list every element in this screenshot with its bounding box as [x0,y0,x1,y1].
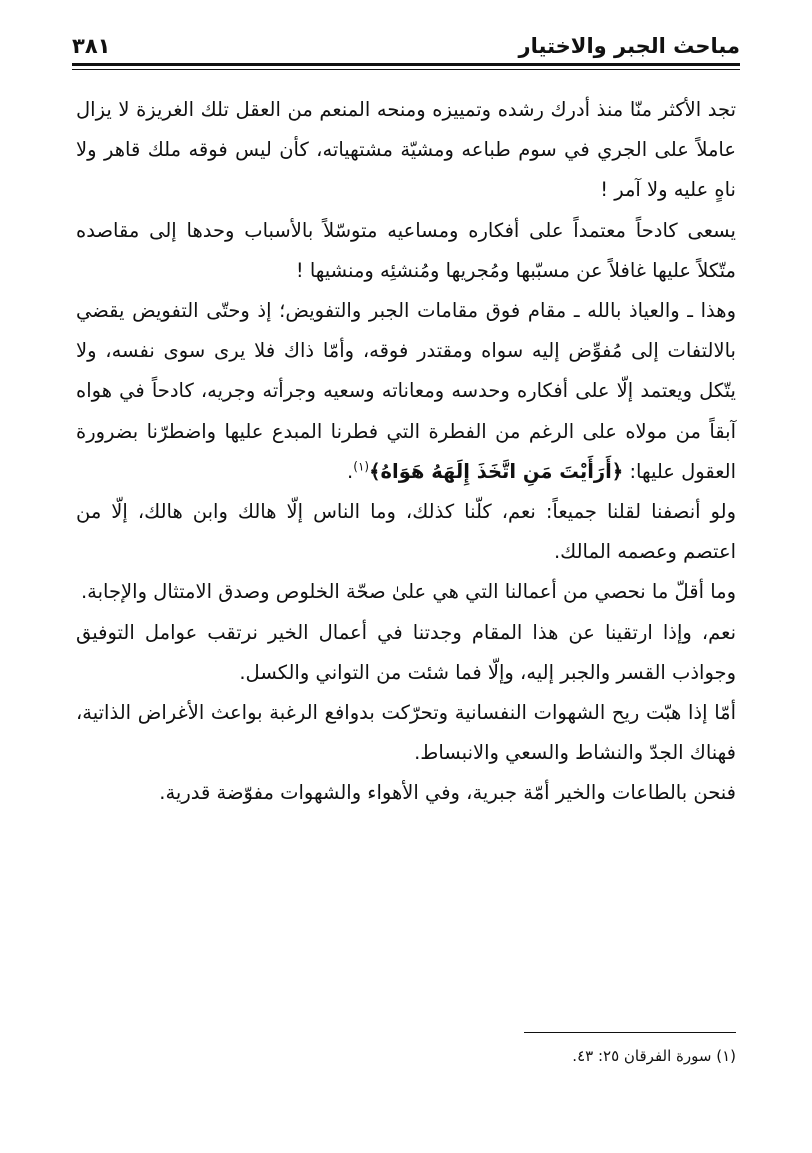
paragraph-end: . [347,459,354,483]
footnote-marker: (١) [353,459,370,474]
paragraph: ولو أنصفنا لقلنا جميعاً: نعم، كلّنا كذلك، وما الناس إلّا هالك وابن هالك، إلّا من اعتصم وعصمه المالك. [76,500,736,564]
header-rule-thin [72,69,740,70]
paragraph: وما أقلّ ما نحصي من أعمالنا التي هي علىٰ صحّة الخلوص وصدق الامتثال والإجابة. [80,580,736,604]
page-header [72,26,740,66]
paragraph-text: وهذا ـ والعياذ بالله ـ مقام فوق مقامات الجبر والتفويض؛ إذ وحتّى التفويض يقضي بالالتفات إلى مُفوِّض إليه سواه ومقتدر فوقه، وأمّا ذاك فلا يرى سوى نفسه، ولا يتّكل ويعتمد إلّا على أفكاره وحدسه ومعاناته وسعيه وجرأته وجريه، كادحاً في هواه آبقاً من مولاه على الرغم من الفطرة التي فطرنا المبدع عليها واضطرّنا بضرورة العقول عليها: [76,299,736,483]
running-title: مباحث الجبر والاختيار [518,34,740,58]
paragraph: تجد الأكثر منّا منذ أدرك رشده وتمييزه ومنحه المنعم من العقل تلك الغريزة لا يزال عاملاً على الجري في سوم طباعه ومشيّة مشتهياته، كأن ليس فوقه ملك قاهر ولا ناهٍ عليه ولا آمر ! [76,98,736,202]
paragraph [76,291,736,492]
paragraph: فنحن بالطاعات والخير أمّة جبرية، وفي الأهواء والشهوات مفوّضة قدرية. [159,781,736,805]
paragraph: أمّا إذا هبّت ريح الشهوات النفسانية وتحرّكت بدوافع الرغبة بواعث الأغراض الذاتية، فهناك الجدّ والنشاط والسعي والانبساط. [76,701,736,765]
paragraph: يسعى كادحاً معتمداً على أفكاره ومساعيه متوسّلاً بالأسباب وحدها إلى مقاصده متّكلاً عليها غافلاً عن مسبّبها ومُجريها ومُنشئِه ومنشيها ! [76,218,736,282]
header-rule-thick [72,63,740,66]
quran-quote: ﴿أَرَأَيْتَ مَنِ اتَّخَذَ إِلَهَهُ هَوَاهُ﴾ [369,459,624,483]
page-number: ٣٨١ [72,34,111,58]
footnote: (١) سورة الفرقان ٢٥: ٤٣. [572,1047,736,1065]
footnote-rule [524,1032,736,1033]
body-text [76,90,736,814]
paragraph: نعم، وإذا ارتقينا عن هذا المقام وجدتنا في أعمال الخير نرتقب عوامل التوفيق وجواذب القسر والجبر إليه، وإلّا فما شئت من التواني والكسل. [76,620,736,684]
